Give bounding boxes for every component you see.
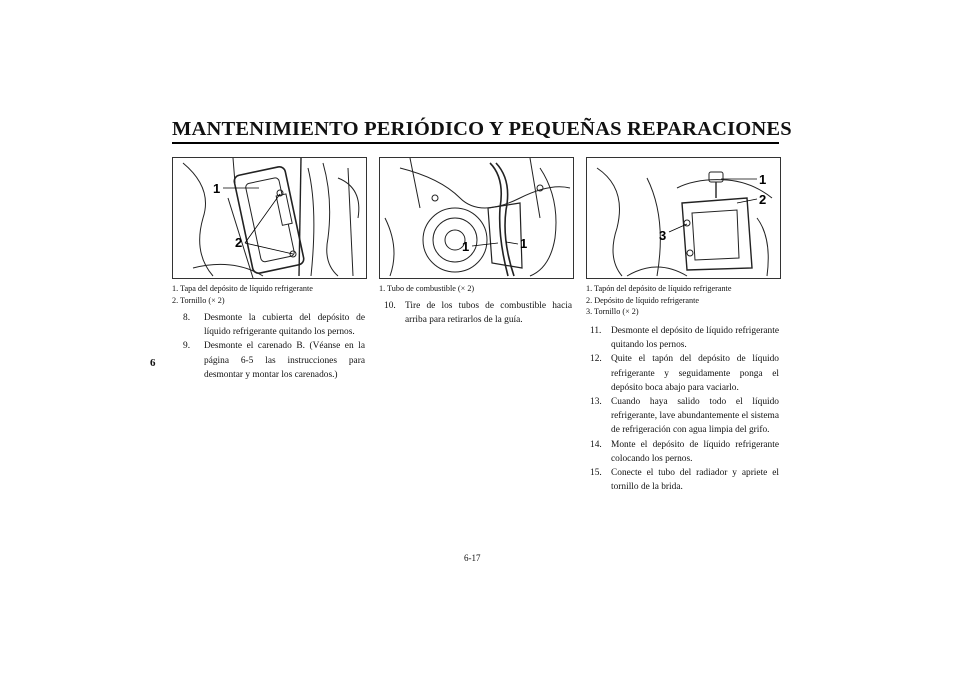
step-text: Conecte el tubo del radiador y apriete el tornillo de la brida. bbox=[611, 468, 779, 493]
steps-column-3 bbox=[590, 324, 779, 494]
figure-3-callout-1: 1 bbox=[759, 172, 767, 187]
figure-2-callout-1a: 1 bbox=[462, 239, 470, 254]
step-item bbox=[590, 324, 779, 352]
figure-3-illustration bbox=[587, 158, 780, 278]
step-text: Cuando haya salido todo el líquido refrigerante, lave abundantemente el sistema de refrigeración con agua limpia del grifo. bbox=[611, 397, 779, 436]
chapter-tab: 6 bbox=[150, 357, 156, 369]
step-item bbox=[590, 438, 779, 466]
figure-1-illustration bbox=[173, 158, 366, 278]
caption-line: 1. Tubo de combustible (× 2) bbox=[379, 284, 475, 293]
step-text: Desmonte el depósito de líquido refrigerante quitando los pernos. bbox=[611, 326, 779, 351]
figure-2-caption bbox=[379, 283, 579, 295]
figure-3-callout-3: 3 bbox=[659, 228, 667, 243]
step-number: 15. bbox=[590, 468, 602, 479]
figure-3-callout-2: 2 bbox=[759, 192, 767, 207]
step-number: 12. bbox=[590, 354, 602, 365]
page-number: 6-17 bbox=[464, 553, 481, 563]
title-rule bbox=[172, 142, 779, 144]
step-item bbox=[590, 395, 779, 438]
steps-column-2 bbox=[384, 299, 572, 327]
step-number: 10. bbox=[384, 301, 396, 311]
caption-line: 2. Depósito de líquido refrigerante bbox=[586, 295, 699, 305]
caption-line: 3. Tornillo (× 2) bbox=[586, 307, 639, 317]
step-item bbox=[590, 352, 779, 395]
step-number: 8. bbox=[183, 313, 191, 323]
step-item bbox=[183, 311, 365, 339]
steps-column-1 bbox=[183, 311, 365, 382]
figure-2 bbox=[379, 157, 574, 279]
step-number: 9. bbox=[183, 341, 191, 352]
figure-3 bbox=[586, 157, 781, 279]
figure-1 bbox=[172, 157, 367, 279]
figure-3-caption bbox=[586, 283, 786, 318]
figure-2-callout-1b: 1 bbox=[520, 236, 528, 251]
caption-line: 2. Tornillo (× 2) bbox=[172, 295, 225, 305]
figure-2-illustration bbox=[380, 158, 573, 278]
caption-line: 1. Tapón del depósito de líquido refrigerante bbox=[586, 284, 732, 293]
step-text: Desmonte el carenado B. (Véanse en la página 6-5 las instrucciones para desmontar y montar los carenados.) bbox=[204, 341, 365, 380]
step-item bbox=[590, 466, 779, 494]
figure-1-callout-2: 2 bbox=[235, 235, 243, 250]
step-number: 13. bbox=[590, 397, 602, 408]
step-item bbox=[384, 299, 572, 327]
step-item bbox=[183, 339, 365, 382]
step-text: Tire de los tubos de combustible hacia arriba para retirarlos de la guía. bbox=[405, 301, 572, 326]
step-text: Quite el tapón del depósito de líquido refrigerante y seguidamente ponga el depósito boca abajo para vaciarlo. bbox=[611, 354, 779, 393]
step-number: 11. bbox=[590, 326, 602, 336]
step-text: Monte el depósito de líquido refrigerante colocando los pernos. bbox=[611, 439, 779, 464]
step-number: 14. bbox=[590, 439, 602, 450]
step-text: Desmonte la cubierta del depósito de líquido refrigerante quitando los pernos. bbox=[204, 313, 365, 338]
page-title: MANTENIMIENTO PERIÓDICO Y PEQUEÑAS REPARACIONES bbox=[172, 118, 792, 140]
figure-1-callout-1: 1 bbox=[213, 181, 221, 196]
figure-1-caption bbox=[172, 283, 372, 306]
caption-line: 1. Tapa del depósito de líquido refrigerante bbox=[172, 284, 313, 293]
